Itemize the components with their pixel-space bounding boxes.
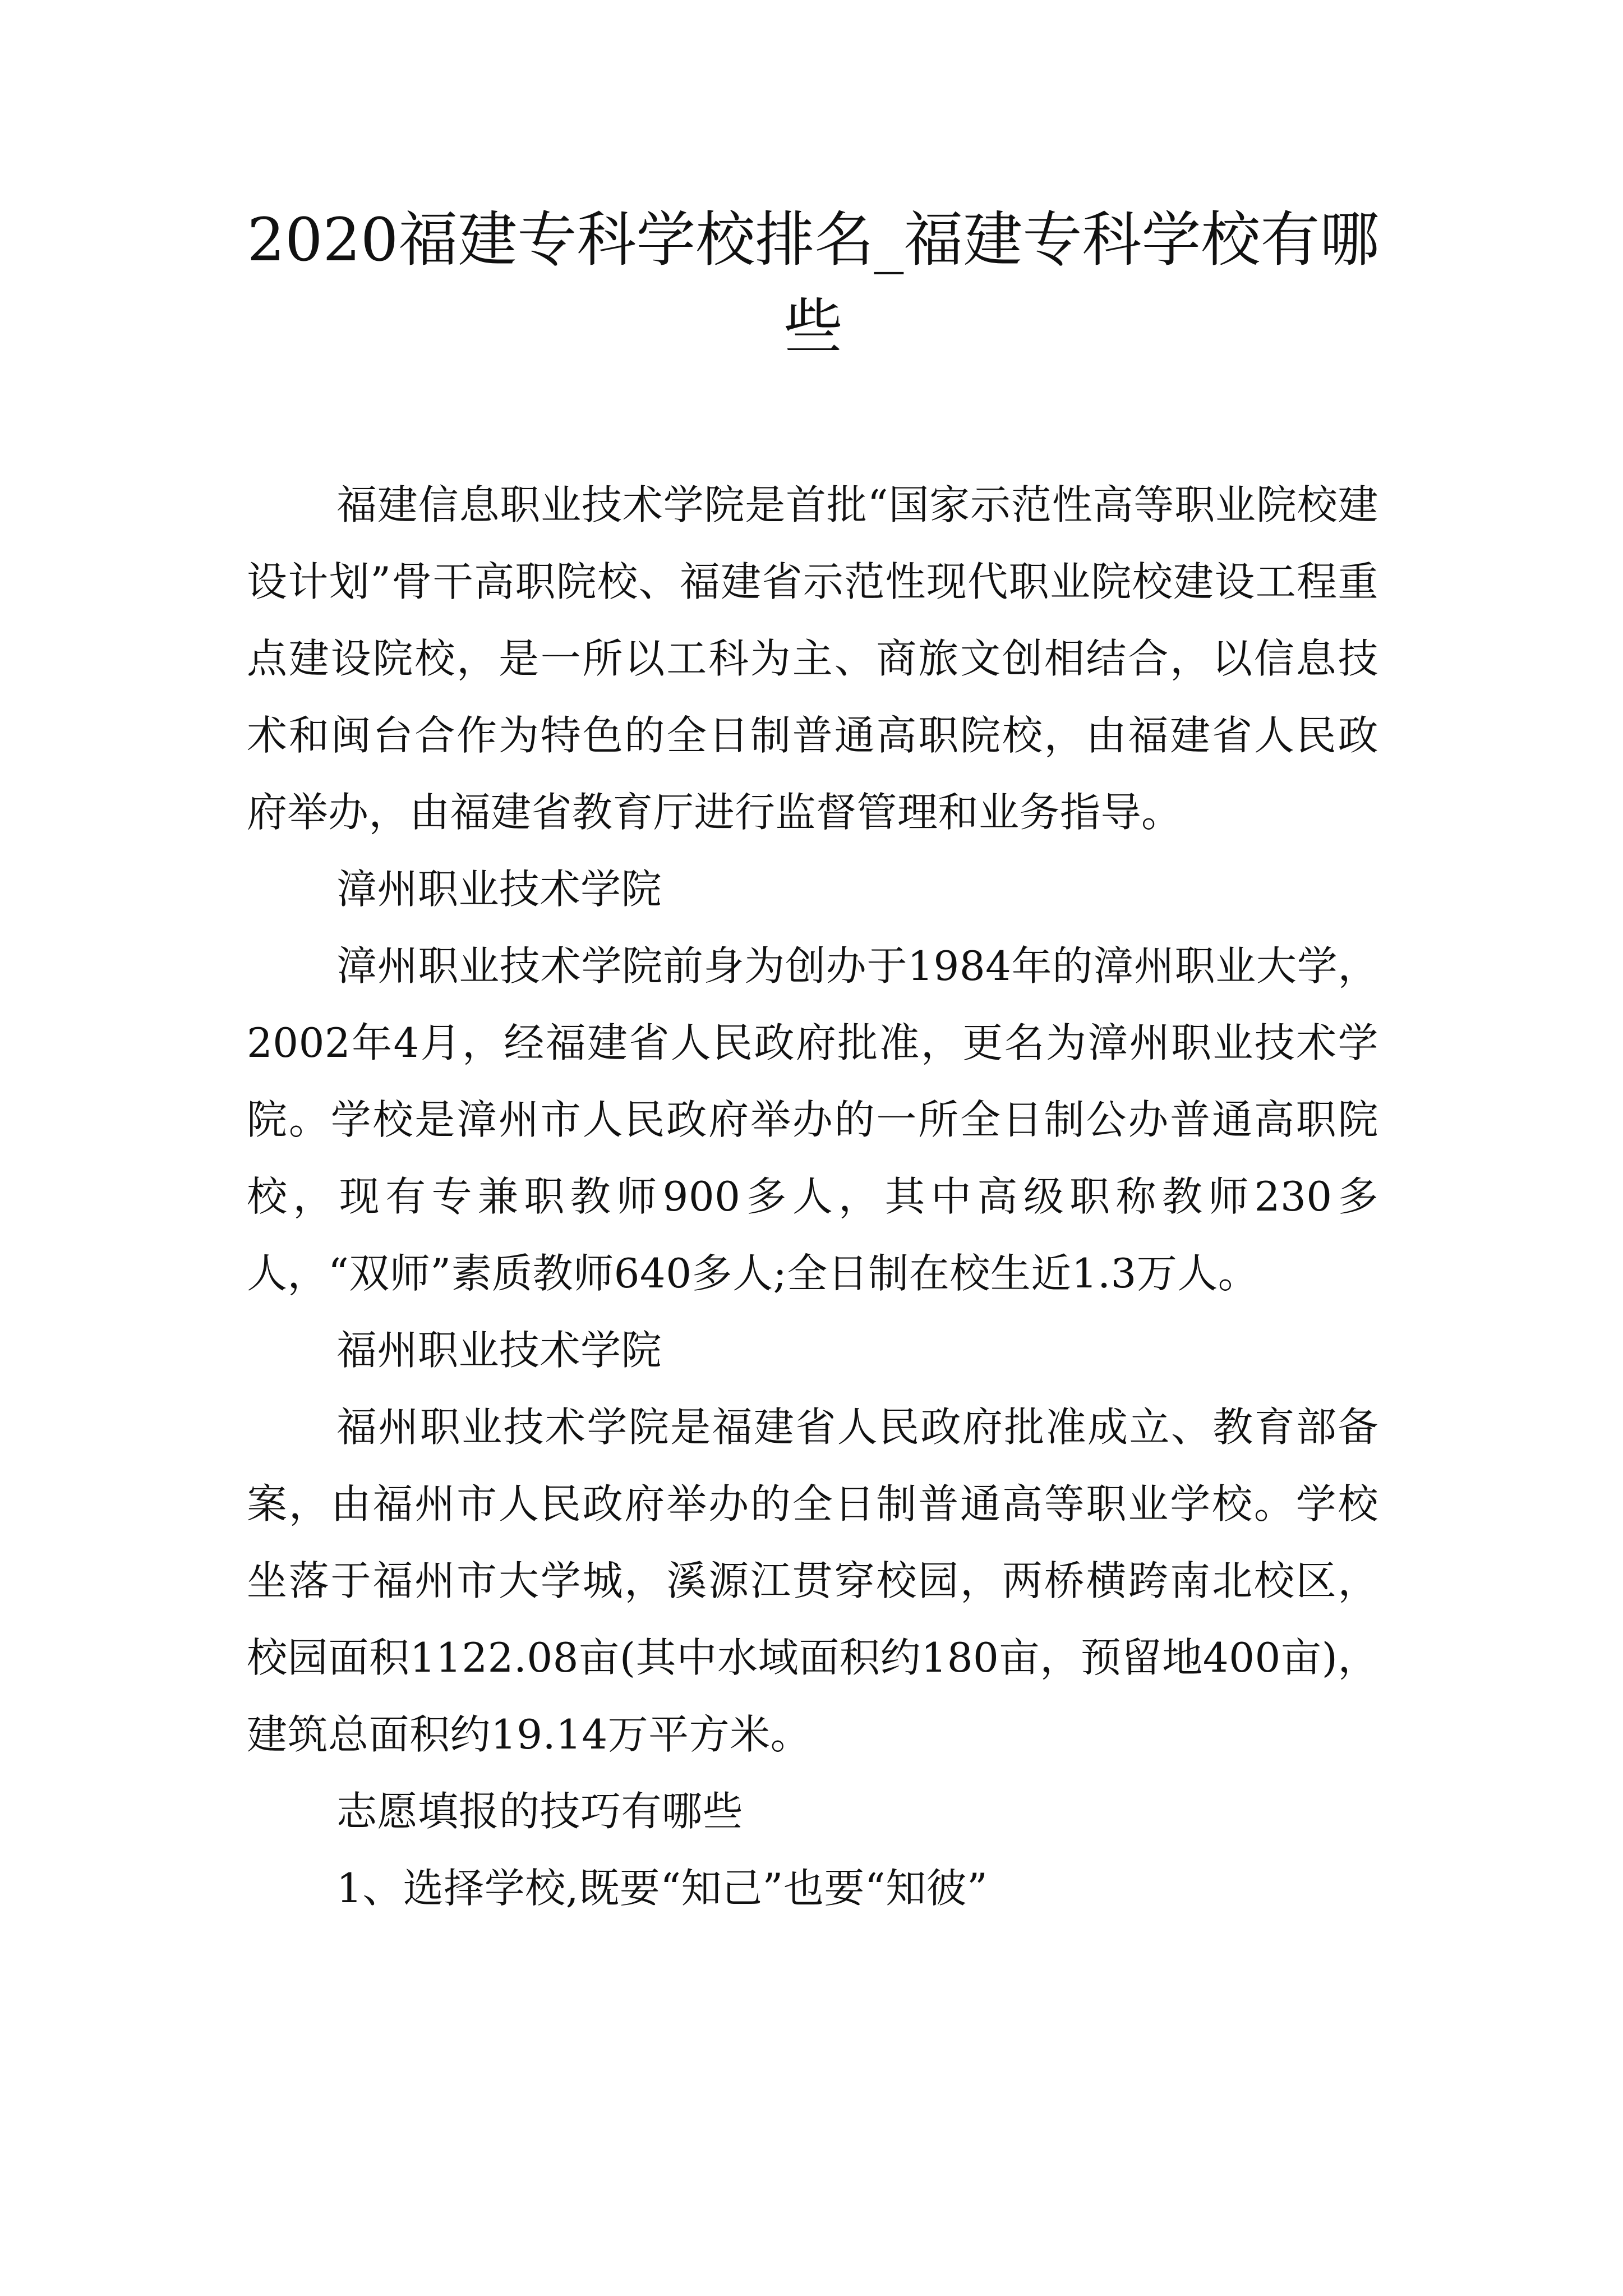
paragraph-fujian-info-college: 福建信息职业技术学院是首批“国家示范性高等职业院校建设计划”骨干高职院校、福建省示范性现代职业院校建设工程重点建设院校，是一所以工科为主、商旅文创相结合，以信息技术和闽台合作为特色的全日制普通高职院校，由福建省人民政府举办，由福建省教育厅进行监督管理和业务指导。 bbox=[247, 481, 1378, 836]
document-title: 2020福建专科学校排名_福建专科学校有哪些 bbox=[247, 205, 1380, 361]
heading-fuzhou-college: 福州职业技术学院 bbox=[336, 1327, 662, 1374]
heading-zhangzhou-college: 漳州职业技术学院 bbox=[336, 866, 662, 913]
document-body bbox=[247, 467, 1378, 1927]
paragraph-zhangzhou-college: 漳州职业技术学院前身为创办于1984年的漳州职业大学，2002年4月，经福建省人民政府批准，更名为漳州职业技术学院。学校是漳州市人民政府举办的一所全日制公办普通高职院校，现有专兼职教师900多人，其中高级职称教师230多人，“双师”素质教师640多人;全日制在校生近1.3万人。 bbox=[247, 942, 1378, 1297]
heading-tip-1: 1、选择学校,既要“知己”也要“知彼” bbox=[336, 1865, 988, 1912]
heading-application-tips: 志愿填报的技巧有哪些 bbox=[336, 1788, 744, 1835]
paragraph-fuzhou-college: 福州职业技术学院是福建省人民政府批准成立、教育部备案，由福州市人民政府举办的全日制普通高等职业学校。学校坐落于福州市大学城，溪源江贯穿校园，两桥横跨南北校区，校园面积1122.08亩(其中水域面积约180亩，预留地400亩)，建筑总面积约19.14万平方米。 bbox=[247, 1404, 1378, 1758]
